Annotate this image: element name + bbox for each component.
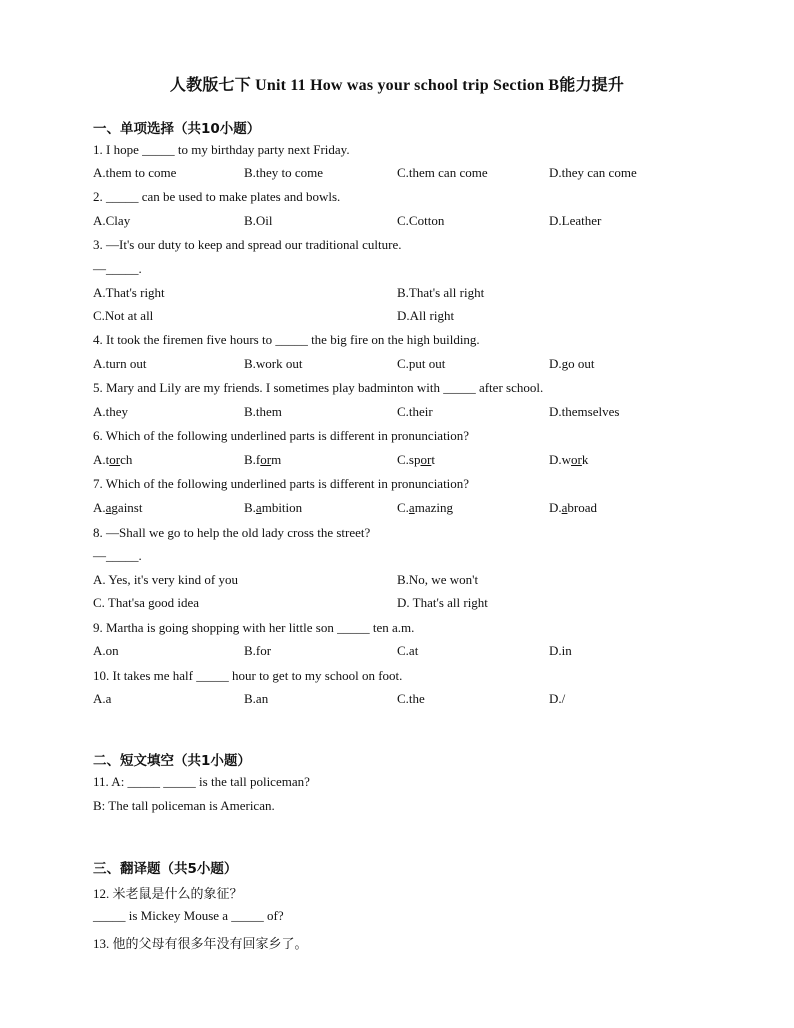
question-5-stem: 5. Mary and Lily are my friends. I sometimes play badminton with _____ after school. [93,380,544,395]
question-8-stem: 8. —Shall we go to help the old lady cross the street? [93,525,371,540]
question-9-stem: 9. Martha is going shopping with her little son _____ ten a.m. [93,620,415,635]
question-4-option-a: A.turn out [93,356,147,371]
question-1-option-c: C.them can come [397,165,488,180]
underlined-letters: or [109,452,121,467]
underlined-letters: or [420,452,432,467]
underlined-letters: a [255,500,262,515]
question-3-stem: 3. —It's our duty to keep and spread our traditional culture. [93,237,402,252]
section-heading-multiple-choice: 一、单项选择（共10小题） [93,121,261,137]
question-1-option-b: B.they to come [244,165,324,180]
underlined-letters: a [561,500,568,515]
question-3-option-c: C.Not at all [93,308,154,323]
question-4-option-d: D.go out [549,356,595,371]
question-7-option-c: C.amazing [397,500,453,515]
question-2-stem: 2. _____ can be used to make plates and bowls. [93,189,341,204]
question-4-option-c: C.put out [397,356,446,371]
question-7-option-d: D.abroad [549,500,598,515]
question-4-stem: 4. It took the firemen five hours to _____ the big fire on the high building. [93,332,480,347]
question-8-option-d: D. That's all right [397,595,488,610]
underlined-letters: or [571,452,582,467]
question-10-option-a: A.a [93,691,112,706]
question-2-option-a: A.Clay [93,213,131,228]
question-3-option-a: A.That's right [93,285,165,300]
question-11-line-2: B: The tall policeman is American. [93,798,275,813]
question-2-option-b: B.Oil [244,213,273,228]
question-9-option-b: B.for [244,643,272,658]
question-3-option-b: B.That's all right [397,285,485,300]
question-6-option-b: B.form [244,452,282,467]
question-1-stem: 1. I hope _____ to my birthday party next Friday. [93,142,350,157]
question-13-chinese: 13. 他的父母有很多年没有回家乡了。 [93,936,308,951]
question-8-option-b: B.No, we won't [397,572,479,587]
question-2-option-c: C.Cotton [397,213,445,228]
question-3-option-d: D.All right [397,308,455,323]
question-7-option-a: A.against [93,500,143,515]
question-10-option-d: D./ [549,691,566,706]
question-1-option-d: D.they can come [549,165,637,180]
question-9-option-c: C.at [397,643,419,658]
question-5-option-b: B.them [244,404,282,419]
question-5-option-d: D.themselves [549,404,620,419]
question-8-option-a: A. Yes, it's very kind of you [93,572,238,587]
underlined-letters: a [408,500,415,515]
question-5-option-a: A.they [93,404,129,419]
question-6-option-c: C.sport [397,452,435,467]
question-5-option-c: C.their [397,404,433,419]
question-7-option-b: B.ambition [244,500,303,515]
underlined-letters: a [105,500,112,515]
question-10-option-b: B.an [244,691,269,706]
question-11-line-1: 11. A: _____ _____ is the tall policeman? [93,774,310,789]
page-title: 人教版七下 Unit 11 How was your school trip Section B能力提升 [169,77,625,94]
question-9-option-d: D.in [549,643,572,658]
question-2-option-d: D.Leather [549,213,602,228]
question-10-option-c: C.the [397,691,425,706]
question-10-stem: 10. It takes me half _____ hour to get to my school on foot. [93,668,403,683]
question-7-stem: 7. Which of the following underlined parts is different in pronunciation? [93,476,470,491]
question-12-chinese: 12. 米老鼠是什么的象征？ [93,886,243,901]
question-6-option-d: D.work [549,452,589,467]
question-3-reply-blank: —_____. [93,261,142,276]
question-6-option-a: A.torch [93,452,133,467]
question-8-option-c: C. That'sa good idea [93,595,200,610]
section-heading-translation: 三、翻译题（共5小题） [93,861,238,877]
question-12-english: _____ is Mickey Mouse a _____ of? [93,908,284,923]
question-1-option-a: A.them to come [93,165,177,180]
question-8-reply-blank: —_____. [93,548,142,563]
question-4-option-b: B.work out [244,356,303,371]
question-6-stem: 6. Which of the following underlined parts is different in pronunciation? [93,428,470,443]
question-9-option-a: A.on [93,643,119,658]
section-heading-cloze: 二、短文填空（共1小题） [93,753,251,769]
underlined-letters: or [260,452,272,467]
